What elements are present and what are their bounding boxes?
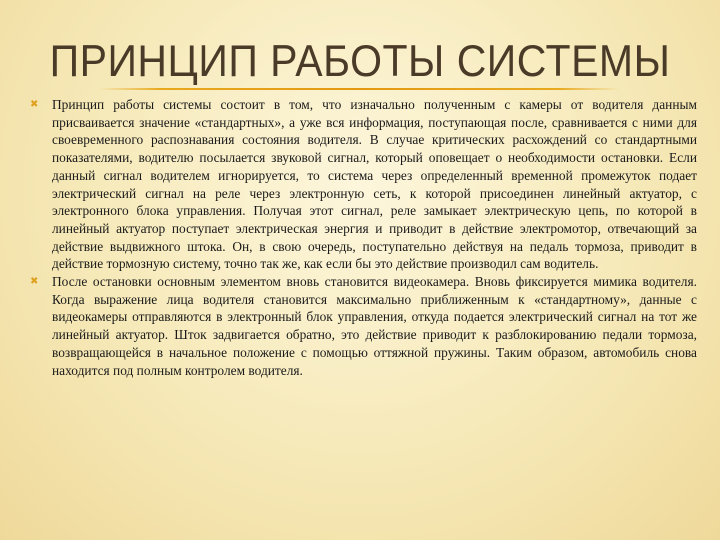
slide-content xyxy=(30,96,697,379)
x-mark-bullet-icon: ✖ xyxy=(30,99,39,110)
bullet-paragraph xyxy=(30,96,697,273)
x-mark-bullet-icon: ✖ xyxy=(30,276,39,288)
paragraph-text: Принцип работы системы состоит в том, что изначально полученным с камеры от водителя данным присваивается значение «стандартных», а уже вся информация, поступающая после, сравнивается с ними для своевременного распознавания состояния водителя. В случае критических расхождений со стандартными показателями, водителю посылается звуковой сигнал, который оповещает о необходимости остановки. Если данный сигнал водителем игнорируется, то система через определенный временной промежуток подает электрический сигнал на реле через электронную сеть, к которой присоединен линейный актуатор, с электронного блока управления. Получая этот сигнал, реле замыкает электрическую цепь, по которой в линейный актуатор поступает электрическая энергия и приводит в действие электромотор, отвечающий за действие выдвижного штока. Он, в свою очередь, поступательно действуя на педаль тормоза, приводит в действие тормозную систему, точно так же, как если бы это действие производил сам водитель. xyxy=(52,97,697,272)
paragraph-text: После остановки основным элементом вновь становится видеокамера. Вновь фиксируется мимика водителя. Когда выражение лица водителя становится максимально приближенным к «стандартному», данные с видеокамеры отправляются в электронный блок управления, откуда подается электрический сигнал на тот же линейный актуатор. Шток задвигается обратно, это действие приводит к разблокированию педали тормоза, возвращающейся в начальное положение с помощью оттяжной пружины. Таким образом, автомобиль снова находится под полным контролем водителя. xyxy=(52,274,697,378)
bullet-paragraph xyxy=(30,273,697,379)
slide-title: ПРИНЦИП РАБОТЫ СИСТЕМЫ xyxy=(49,36,671,86)
title-underline xyxy=(98,88,620,90)
